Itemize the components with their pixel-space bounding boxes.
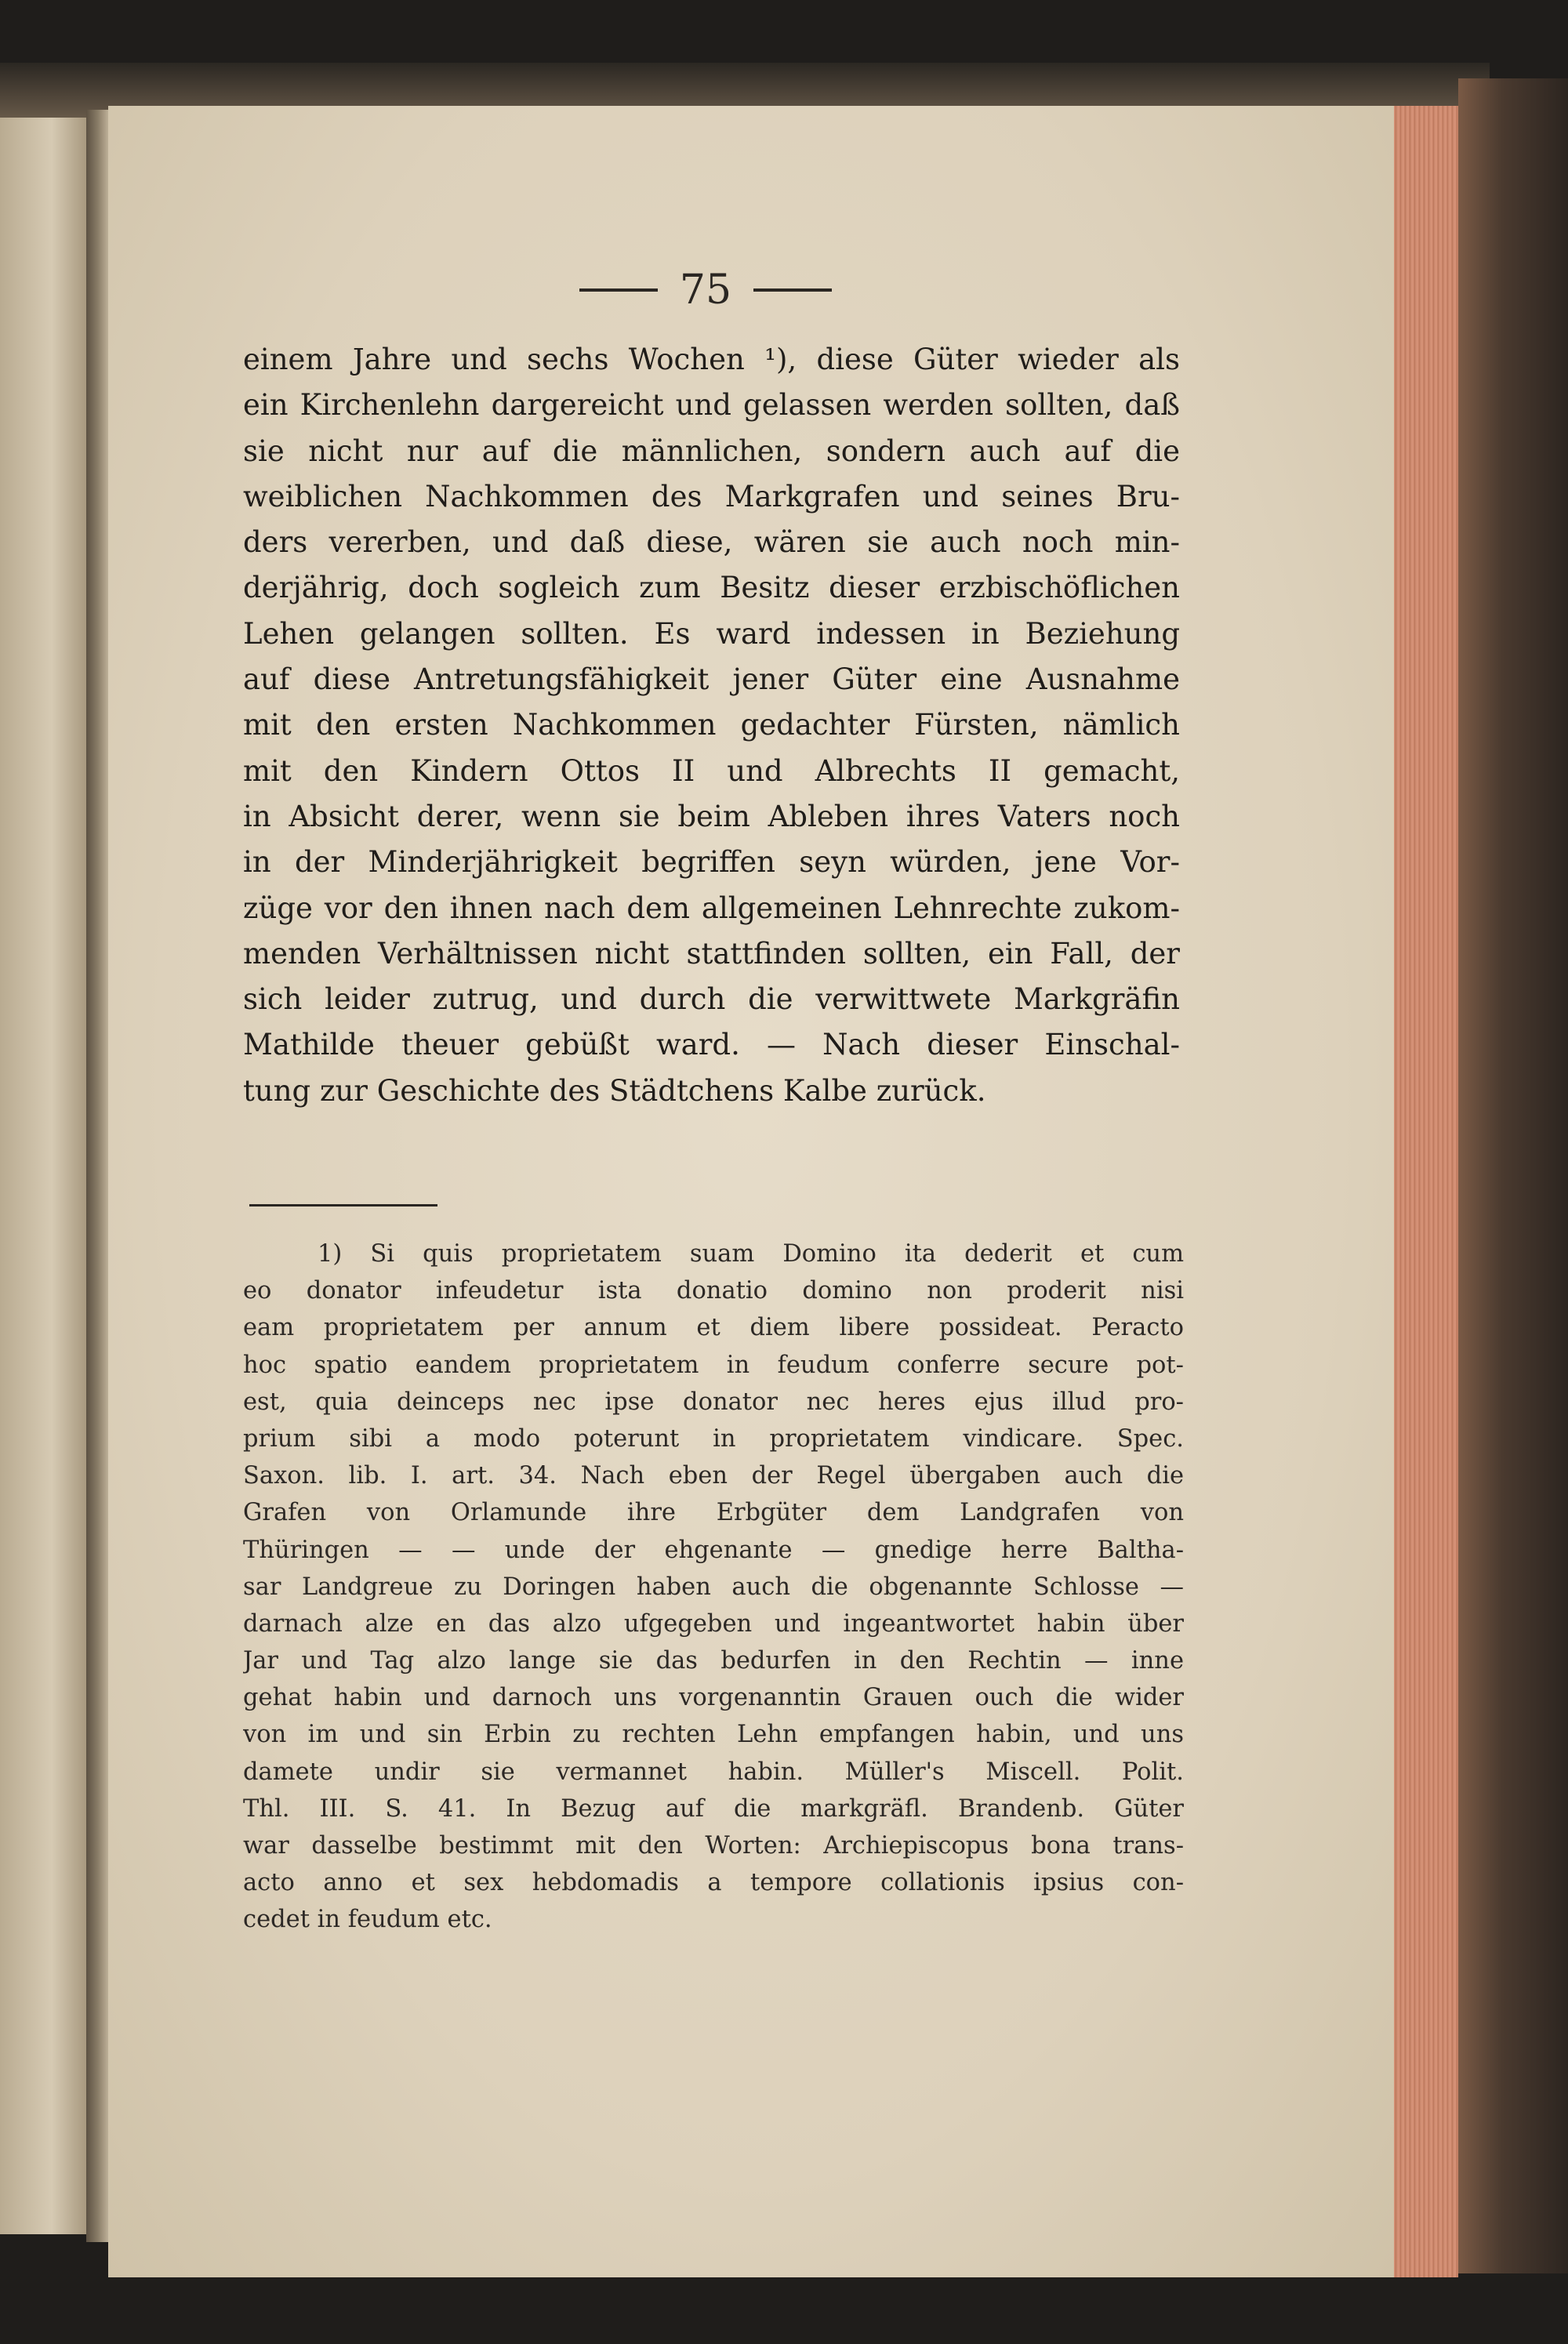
header-dash-left <box>579 288 658 292</box>
footnote-line: Saxon. lib. I. art. 34. Nach eben der Regel übergaben auch die <box>243 1462 1184 1490</box>
footnote-line: 1) Si quis proprietatem suam Domino ita dederit et cum <box>318 1240 1184 1268</box>
footnote-line: eo donator infeudetur ista donatio domino non proderit nisi <box>243 1277 1184 1305</box>
footnote-line: Thüringen — — unde der ehgenante — gnedige herre Baltha- <box>243 1536 1184 1564</box>
footnote-line: darnach alze en das alzo ufgegeben und ingeantwortet habin über <box>243 1609 1184 1638</box>
footnote-line: hoc spatio eandem proprietatem in feudum conferre secure pot- <box>243 1351 1184 1379</box>
body-line: menden Verhältnissen nicht stattfinden sollten, ein Fall, der <box>243 936 1180 971</box>
footnote-line: Grafen von Orlamunde ihre Erbgüter dem Landgrafen von <box>243 1499 1184 1527</box>
body-line: tung zur Geschichte des Städtchens Kalbe zurück. <box>243 1073 986 1108</box>
body-line: ders vererben, und daß diese, wären sie auch noch min- <box>243 525 1180 560</box>
body-line: züge vor den ihnen nach dem allgemeinen Lehnrechte zukom- <box>243 891 1180 925</box>
footnote-line: damete undir sie vermannet habin. Müller's Miscell. Polit. <box>243 1758 1184 1786</box>
body-line: mit den ersten Nachkommen gedachter Fürsten, nämlich <box>243 708 1180 742</box>
body-line: weiblichen Nachkommen des Markgrafen und seines Bru- <box>243 479 1180 513</box>
body-line: Mathilde theuer gebüßt ward. — Nach dieser Einschal- <box>243 1028 1180 1062</box>
book-cover-right <box>1458 78 1568 2273</box>
body-line: in der Minderjährigkeit begriffen seyn würden, jene Vor- <box>243 845 1180 880</box>
body-line: auf diese Antretungsfähigkeit jener Güter eine Ausnahme <box>243 662 1180 697</box>
footnote-line: sar Landgreue zu Doringen haben auch die obgenannte Schlosse — <box>243 1573 1184 1601</box>
page-number: 75 <box>679 267 732 314</box>
body-line: Lehen gelangen sollten. Es ward indessen in Beziehung <box>243 616 1180 651</box>
footnote-line: war dasselbe bestimmt mit den Worten: Archiepiscopus bona trans- <box>243 1832 1184 1860</box>
footnote-line: gehat habin und darnoch uns vorgenanntin Grauen ouch die wider <box>243 1684 1184 1712</box>
body-line: ein Kirchenlehn dargereicht und gelassen werden sollten, daß <box>243 388 1180 423</box>
header-dash-right <box>753 288 832 292</box>
body-line: in Absicht derer, wenn sie beim Ableben ihres Vaters noch <box>243 799 1180 833</box>
footnote-line: Jar und Tag alzo lange sie das bedurfen in den Rechtin — inne <box>243 1647 1184 1675</box>
body-line: derjährig, doch sogleich zum Besitz dieser erzbischöflichen <box>243 571 1180 605</box>
footnote-separator <box>249 1204 437 1206</box>
footnote-line: acto anno et sex hebdomadis a tempore collationis ipsius con- <box>243 1869 1184 1897</box>
body-text <box>243 337 1180 1114</box>
footnote <box>243 1235 1184 1939</box>
book-gutter <box>86 110 110 2242</box>
footnote-line: Thl. III. S. 41. In Bezug auf die markgräfl. Brandenb. Güter <box>243 1794 1184 1823</box>
body-line: sie nicht nur auf die männlichen, sondern auch auf die <box>243 434 1180 468</box>
body-line: einem Jahre und sechs Wochen ¹), diese Güter wieder als <box>243 343 1180 376</box>
body-line: sich leider zutrug, und durch die verwittwete Markgräfin <box>243 982 1180 1017</box>
footnote-line: prium sibi a modo poterunt in proprietatem vindicare. Spec. <box>243 1424 1184 1453</box>
footnote-line: est, quia deinceps nec ipse donator nec heres ejus illud pro- <box>243 1388 1184 1416</box>
footnote-line: cedet in feudum etc. <box>243 1906 492 1934</box>
page-header <box>541 263 870 317</box>
footnote-line: von im und sin Erbin zu rechten Lehn empfangen habin, und uns <box>243 1721 1184 1749</box>
body-line: mit den Kindern Ottos II und Albrechts II gemacht, <box>243 753 1180 788</box>
page-edges-red <box>1392 106 1458 2277</box>
footnote-line: eam proprietatem per annum et diem libere possideat. Peracto <box>243 1314 1184 1342</box>
left-page-edge <box>0 118 86 2234</box>
